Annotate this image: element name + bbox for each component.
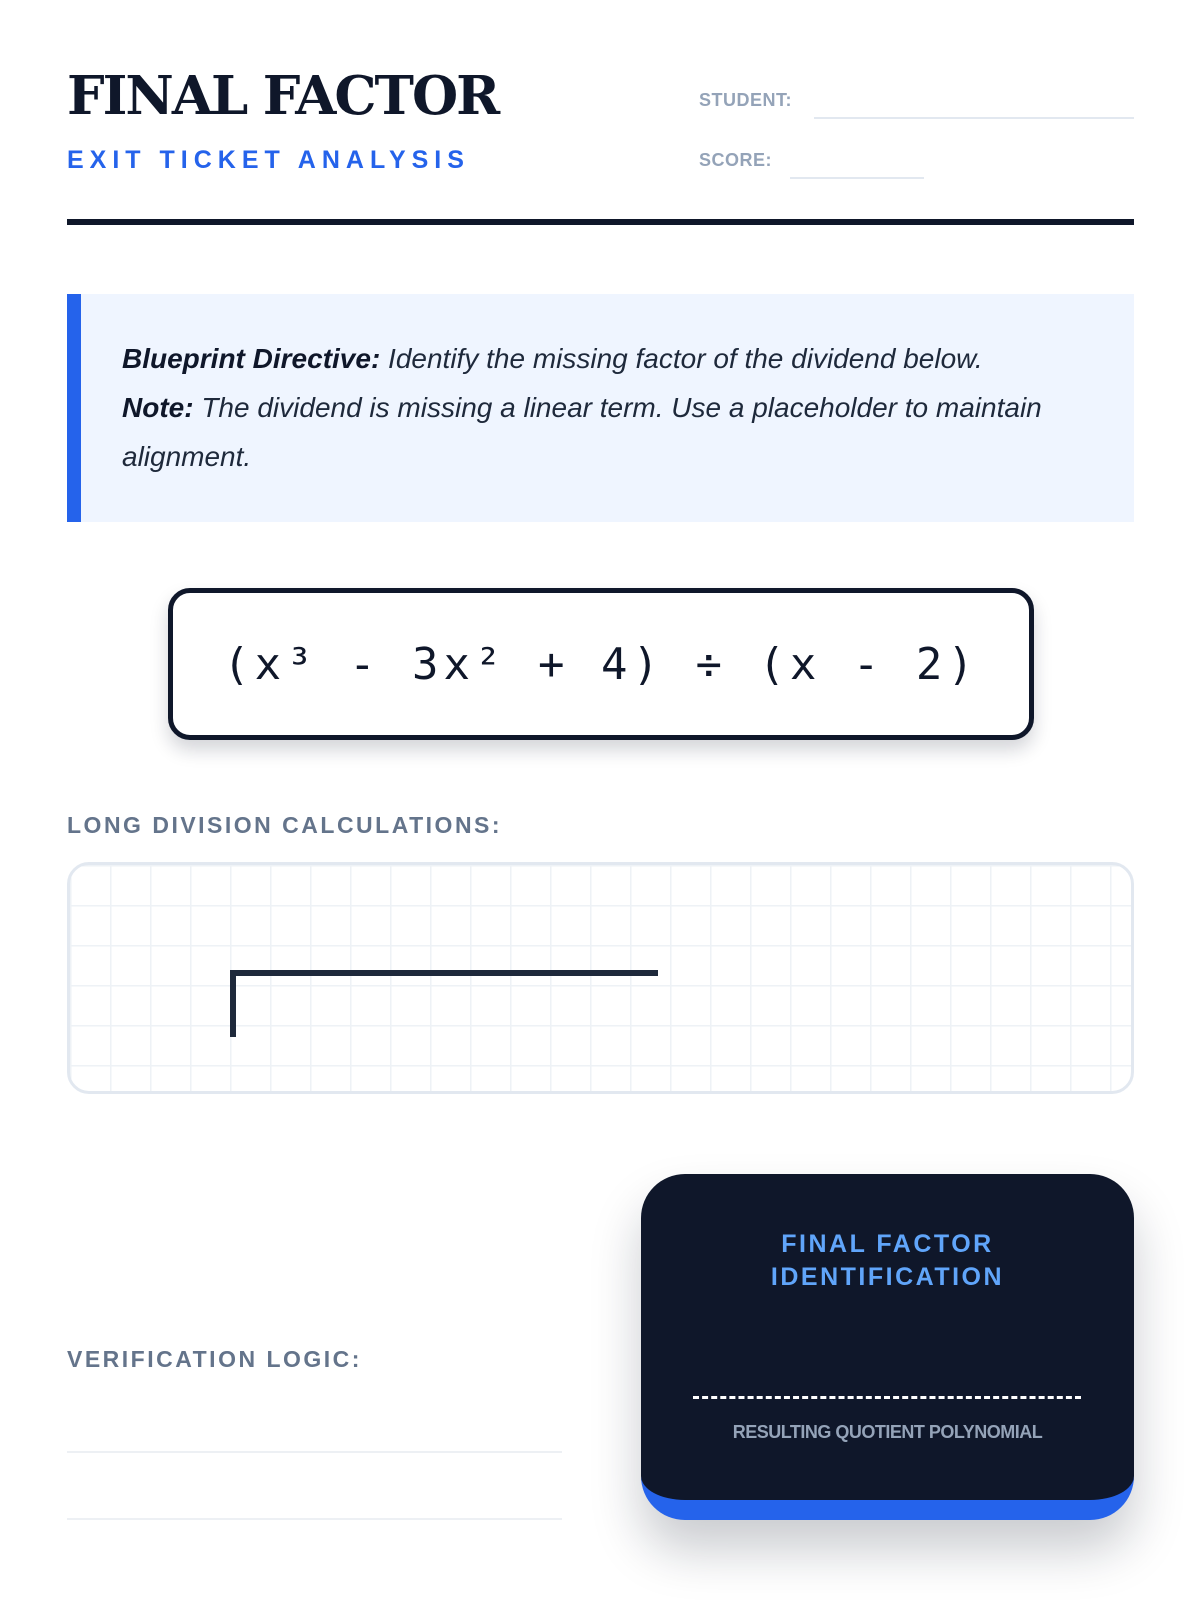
final-factor-card <box>641 1174 1134 1520</box>
verification-label: VERIFICATION LOGIC: <box>67 1346 362 1372</box>
answer-card-caption: RESULTING QUOTIENT POLYNOMIAL <box>732 1422 1043 1442</box>
directive-label: Blueprint Directive: <box>122 343 381 374</box>
score-field[interactable] <box>790 177 924 179</box>
note-text: The dividend is missing a linear term. Use a placeholder to maintain alignment. <box>122 392 1042 472</box>
calculations-label: LONG DIVISION CALCULATIONS: <box>67 812 503 838</box>
student-name-field[interactable] <box>814 117 1134 119</box>
header-divider <box>67 219 1134 225</box>
verification-line-1[interactable] <box>67 1451 562 1453</box>
student-label: STUDENT: <box>699 90 792 110</box>
problem-expression: (x³ - 3x² + 4) ÷ (x - 2) <box>223 638 979 690</box>
score-label: SCORE: <box>699 150 773 170</box>
long-division-bracket <box>230 970 658 1037</box>
calculation-grid[interactable] <box>67 862 1134 1094</box>
directive-panel <box>67 294 1134 522</box>
answer-card-title <box>641 1228 1134 1294</box>
problem-expression-box <box>168 588 1034 740</box>
page-title: FINAL FACTOR <box>67 65 499 127</box>
answer-card-title-text: FINAL FACTOR IDENTIFICATION <box>770 1230 1005 1291</box>
verification-line-2[interactable] <box>67 1518 562 1520</box>
directive-instruction: Identify the missing factor of the dividend below. <box>380 343 983 374</box>
directive-text <box>122 334 1082 481</box>
page-subtitle: EXIT TICKET ANALYSIS <box>67 146 470 174</box>
answer-input-line[interactable] <box>693 1396 1081 1399</box>
note-label: Note: <box>122 392 194 423</box>
